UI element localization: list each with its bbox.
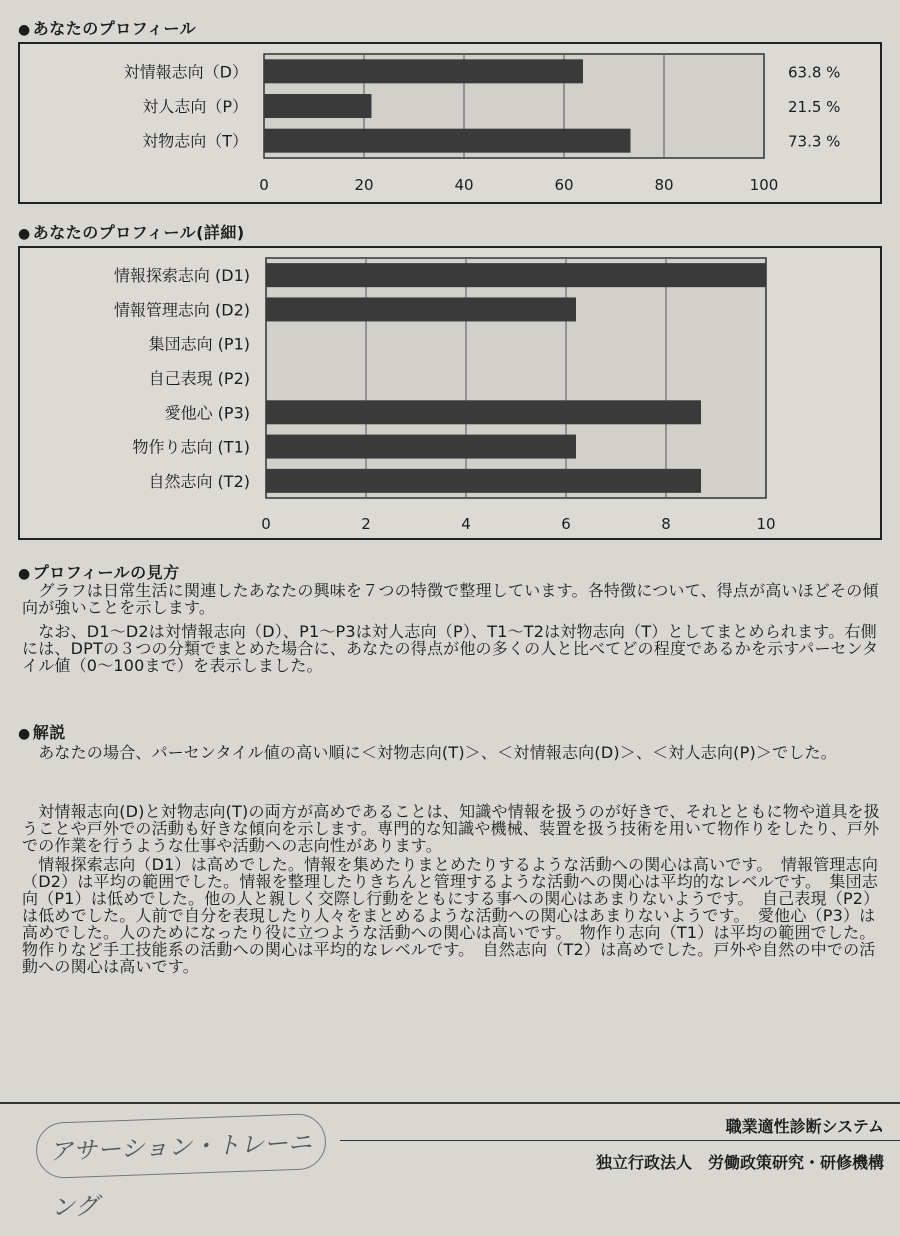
x-tick-label: 80 xyxy=(654,176,674,194)
profile-section-title: ● あなたのプロフィール xyxy=(18,19,197,38)
handwritten-note: アサーション・トレーニング xyxy=(35,1113,327,1179)
howto-paragraph-1: グラフは日常生活に関連したあなたの興味を７つの特徴で整理しています。各特徴について、得点が高いほどその傾向が強いことを示します。 xyxy=(22,581,879,617)
x-tick-label: 2 xyxy=(361,515,371,533)
commentary-paragraph-3: 情報探索志向（D1）は高めでした。情報を集めたりまとめたりするような活動への関心は高いです。 情報管理志向（D2）は平均の範囲でした。情報を整理したりきちんと管理するような活動への関心は平均的なレベルです。 集団志向（P1）は低めでした。他の人と親しく交際し行動をともにする事への関心はあまりないようです。 自己表現（P2）は低めでした。人前で自分を表現したり人々をまとめるような活動への関心はあまりないようです。 愛他心（P3）は高めでした。人のためになったり役に立つような活動への関心は高いです。 物作り志向（T1）は平均の範囲でした。物作りなど手工技能系の活動への関心は平均的なレベルです。 自然志向（T2）は高めでした。戸外や自然の中での活動への関心は高いです。 xyxy=(22,855,880,976)
value-label: 21.5 % xyxy=(788,98,841,116)
commentary-section-title: ● 解説 xyxy=(18,723,66,742)
bar xyxy=(266,469,701,493)
bar xyxy=(266,297,576,321)
detail-chart-svg xyxy=(20,248,880,538)
category-label: 自然志向 (T2) xyxy=(148,471,250,491)
footer-system-name: 職業適性診断システム xyxy=(725,1117,884,1136)
detail-section-title: ● あなたのプロフィール(詳細) xyxy=(18,223,245,242)
bar xyxy=(266,263,766,287)
x-tick-label: 8 xyxy=(661,515,671,533)
x-tick-label: 40 xyxy=(454,176,474,194)
value-label: 73.3 % xyxy=(788,132,841,151)
category-label: 集団志向 (P1) xyxy=(148,334,250,354)
detail-chart xyxy=(18,246,882,540)
bar xyxy=(266,435,576,459)
footer-sub-divider xyxy=(340,1140,900,1141)
category-label: 愛他心 (P3) xyxy=(164,403,250,423)
x-tick-label: 6 xyxy=(561,515,571,533)
value-label: 63.8 % xyxy=(788,63,841,82)
category-label: 対情報志向（D） xyxy=(123,62,248,82)
category-label: 情報探索志向 (D1) xyxy=(113,266,250,286)
category-label: 自己表現 (P2) xyxy=(148,369,250,388)
profile-chart-svg xyxy=(20,44,880,202)
x-tick-label: 4 xyxy=(461,515,471,533)
bullet-icon: ● xyxy=(18,22,31,38)
bar xyxy=(266,400,701,424)
category-label: 対人志向（P） xyxy=(142,97,248,116)
footer-org-name: 独立行政法人 労働政策研究・研修機構 xyxy=(595,1153,884,1172)
category-label: 対物志向（T） xyxy=(142,131,248,151)
x-tick-label: 0 xyxy=(261,515,271,533)
commentary-paragraph-2: 対情報志向(D)と対物志向(T)の両方が高めであることは、知識や情報を扱うのが好きで、それとともに物や道具を扱うことや戸外での活動も好きな傾向を示します。専門的な知識や機械、装置を扱う技術を用いて物作りをしたり、戸外での作業を行うような仕事や活動への志向性があります。 xyxy=(22,802,880,855)
category-label: 情報管理志向 (D2) xyxy=(113,300,250,320)
bar xyxy=(264,129,631,153)
bullet-icon: ● xyxy=(18,226,31,242)
bar xyxy=(264,94,372,118)
x-tick-label: 60 xyxy=(554,176,574,194)
plot-area xyxy=(266,258,766,498)
x-tick-label: 20 xyxy=(354,176,374,194)
footer-divider xyxy=(0,1102,900,1104)
x-tick-label: 0 xyxy=(259,176,269,194)
profile-chart xyxy=(18,42,882,204)
category-label: 物作り志向 (T1) xyxy=(132,437,250,457)
howto-paragraph-2: なお、D1～D2は対情報志向（D）、P1～P3は対人志向（P）、T1～T2は対物志向（T）としてまとめられます。右側には、DPTの３つの分類でまとめた場合に、あなたの得点が他の多くの人と比べてどの程度であるかを示すパーセンタイル値（0～100まで）を表示しました。 xyxy=(22,622,879,675)
bullet-icon: ● xyxy=(18,566,31,582)
x-tick-label: 10 xyxy=(756,515,776,533)
bar xyxy=(264,59,583,83)
howto-section-title: ● プロフィールの見方 xyxy=(18,563,180,582)
bullet-icon: ● xyxy=(18,726,31,742)
x-tick-label: 100 xyxy=(749,176,779,194)
commentary-paragraph-1: あなたの場合、パーセンタイル値の高い順に＜対物志向(T)＞、＜対情報志向(D)＞、＜対人志向(P)＞でした。 xyxy=(22,743,837,762)
